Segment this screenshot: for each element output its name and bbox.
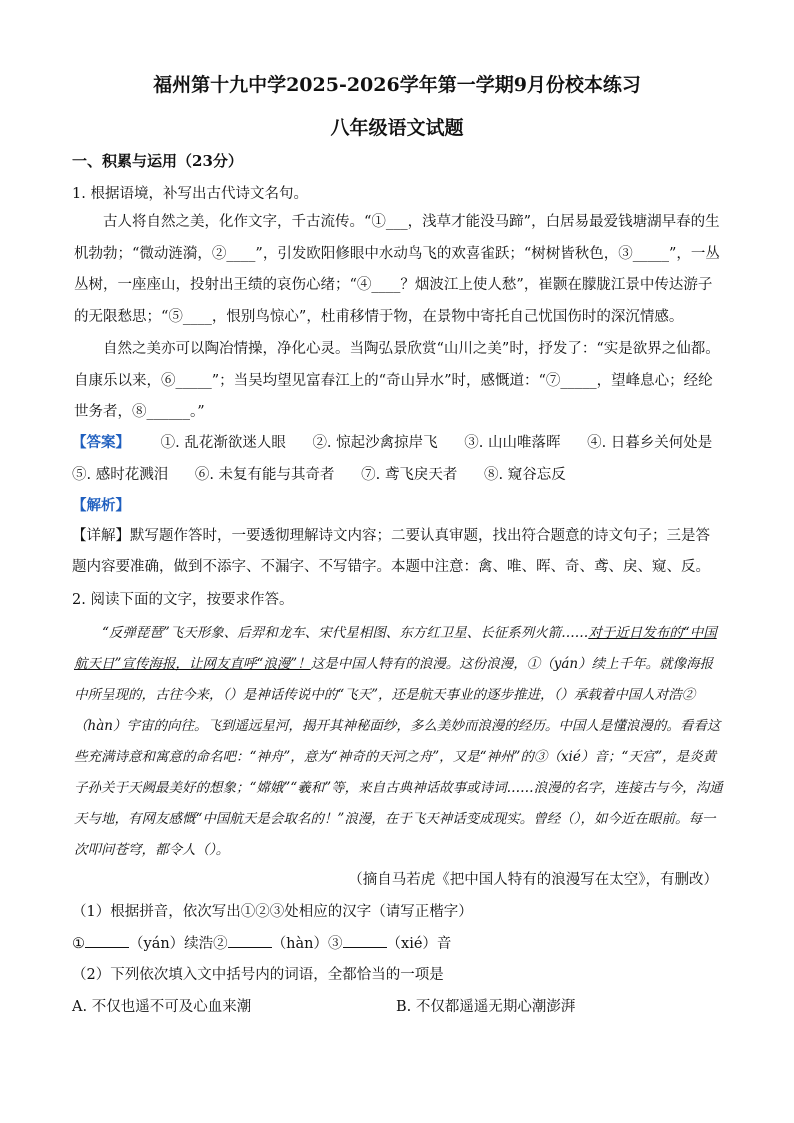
question-1-paragraph-1: 古人将自然之美，化作文字，千古流传。“①___，浅草才能没马蹄”，白居易最爱钱塘湖早春的生机勃勃；“微动涟漪，②____”，引发欧阳修眼中水动鸟飞的欢喜雀跃；“树树皆秋色，③_____”，一丛丛树，一座座山，投射出王绩的哀伤心绪；“④____？烟波江上使人愁”，崔颢在朦胧江景中传达游子的无限愁思；“⑤____，恨别鸟惊心”，杜甫移情于物，在景物中寄托自己忧国伤时的深沉情感。 bbox=[74, 214, 720, 325]
answer-row-1 bbox=[72, 431, 734, 452]
question-1-stem: 1. 根据语境，补写出古代诗文名句。 bbox=[72, 186, 308, 202]
answer-item: ②. 惊起沙禽掠岸飞 bbox=[312, 435, 438, 451]
reading-passage bbox=[74, 618, 724, 866]
answer-item: ③. 山山唯落晖 bbox=[464, 435, 561, 451]
answer-item: ⑦. 鸢飞戾天者 bbox=[361, 467, 458, 483]
section-heading: 一、积累与运用（23分） bbox=[72, 152, 243, 170]
option-b[interactable]: B. 不仅都遥遥无期心潮澎湃 bbox=[396, 999, 576, 1015]
answer-tag: 【答案】 bbox=[72, 434, 130, 451]
analysis-detail: 【详解】默写题作答时，一要透彻理解诗文内容；二要认真审题，找出符合题意的诗文句子；三是答题内容要准确，做到不添字、不漏字、不写错字。本题中注意：禽、唯、晖、奇、鸢、戾、窥、反。 bbox=[72, 528, 710, 575]
answer-item: ⑥. 未复有能与其奇者 bbox=[194, 467, 335, 483]
option-a[interactable]: A. 不仅也遥不可及心血来潮 bbox=[72, 999, 252, 1015]
answer-row-2 bbox=[72, 463, 588, 484]
pinyin-fill-line bbox=[72, 932, 451, 953]
answer-blank-1[interactable] bbox=[85, 933, 129, 948]
document-title: 福州第十九中学2025-2026学年第一学期9月份校本练习 bbox=[153, 74, 641, 96]
question-1-paragraph-2: 自然之美亦可以陶冶情操，净化心灵。当陶弘景欣赏“山川之美”时，抒发了：“实是欲界之仙都。自康乐以来，⑥_____”；当吴均望见富春江上的“奇山异水”时，感慨道：“⑦_____，望峰息心；经纶世务者，⑧______。” bbox=[74, 341, 720, 420]
fill-label-3: （hàn）③ bbox=[271, 936, 343, 952]
sub-question-1: （1）根据拼音，依次写出①②③处相应的汉字（请写正楷字） bbox=[72, 904, 473, 920]
passage-body: 这是中国人特有的浪漫。这份浪漫，①（yán）续上千年。就像海报中所呈现的，古往今来，（）是神话传说中的“飞天”，还是航天事业的逐步推进，（）承载着中国人对浩②（hàn）宇宙的向往。飞到遥远星河，揭开其神秘面纱，多么美妙而浪漫的经历。中国人是懂浪漫的。看看这些充满诗意和寓意的命名吧：“神舟”，意为“神奇的天河之舟”，又是“神州”的③（xié）音；“天宫”，是炎黄子孙关于天阙最美好的想象；“嫦娥”“羲和”等，来自古典神话故事或诗词……浪漫的名字，连接古与今，沟通天与地，有网友感慨“中国航天是会取名的！”浪漫，在于飞天神话变成现实。曾经（），如今近在眼前。每一次叩问苍穹，都令人（）。 bbox=[74, 656, 723, 858]
passage-underlined-sentence: 对于近日发布的“中国航天日”宣传海报，让网友直呼“浪漫”！ bbox=[74, 625, 717, 672]
question-2-stem: 2. 阅读下面的文字，按要求作答。 bbox=[72, 592, 294, 608]
answer-item: ⑤. 感时花溅泪 bbox=[72, 467, 169, 483]
answer-item: ①. 乱花渐欲迷人眼 bbox=[160, 435, 286, 451]
fill-label-4: （xié）音 bbox=[386, 936, 452, 952]
answer-blank-3[interactable] bbox=[343, 933, 387, 948]
answer-item: ④. 日暮乡关何处是 bbox=[587, 435, 713, 451]
analysis-tag: 【解析】 bbox=[72, 497, 130, 514]
document-subtitle: 八年级语文试题 bbox=[330, 117, 464, 139]
passage-source: （摘自马若虎《把中国人特有的浪漫写在太空》，有删改） bbox=[348, 872, 718, 888]
fill-label-2: （yán）续浩② bbox=[129, 936, 228, 952]
answer-blank-2[interactable] bbox=[228, 933, 272, 948]
answer-item: ⑧. 窥谷忘反 bbox=[483, 467, 566, 483]
sub-question-2: （2）下列依次填入文中括号内的词语，全都恰当的一项是 bbox=[72, 967, 444, 983]
fill-label-1: ① bbox=[72, 936, 85, 952]
passage-opening: “反弹琵琶”飞天形象、后羿和龙车、宋代星相图、东方红卫星、长征系列火箭…… bbox=[102, 625, 589, 641]
